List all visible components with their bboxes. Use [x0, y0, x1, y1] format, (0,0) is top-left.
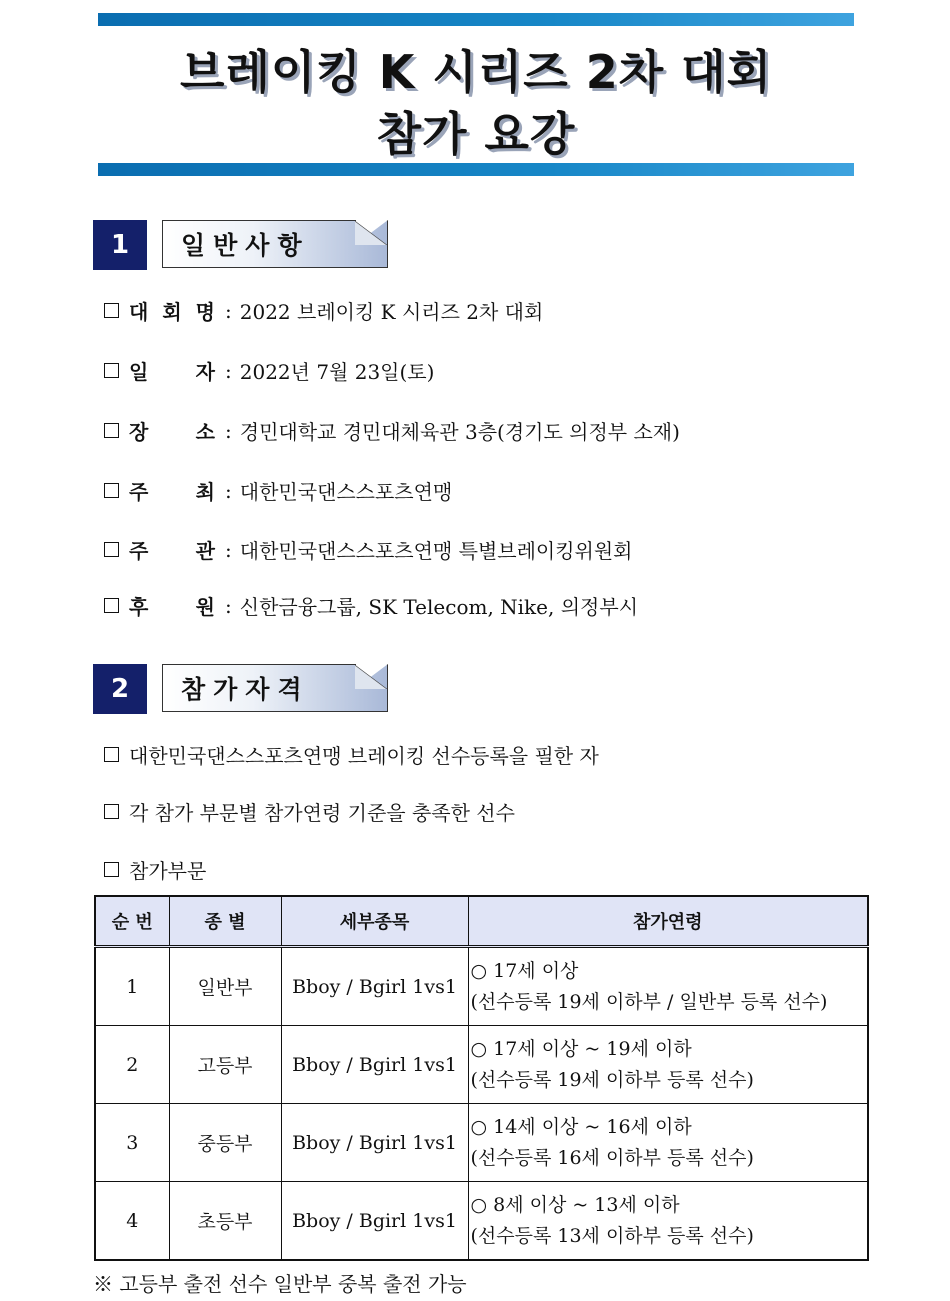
info-value: 경민대학교 경민대체육관 3층(경기도 의정부 소재) [239, 420, 680, 444]
cell-category: 중등부 [169, 1104, 281, 1182]
cell-age: ○ 14세 이상 ~ 16세 이하 (선수등록 16세 이하부 등록 선수) [468, 1104, 868, 1182]
cell-age: ○ 17세 이상 ~ 19세 이하 (선수등록 19세 이하부 등록 선수) [468, 1026, 868, 1104]
table-row [95, 1104, 868, 1182]
checkbox-icon [104, 542, 119, 557]
checkbox-icon [104, 862, 119, 877]
info-label: 주 관 [129, 539, 215, 563]
table-row [95, 947, 868, 1026]
col-header-event: 세부종목 [281, 896, 468, 947]
cell-event: Bboy / Bgirl 1vs1 [281, 1104, 468, 1182]
top-accent-bar [98, 13, 854, 26]
info-row-sponsor: 후 원 : 신한금융그룹, SK Telecom, Nike, 의정부시 [104, 591, 638, 620]
folded-corner-shade [355, 221, 387, 245]
section-1-label: 일반사항 [181, 231, 310, 260]
checkbox-icon [104, 804, 119, 819]
folded-corner-shade [355, 665, 387, 689]
info-row-organizer: 주 관 : 대한민국댄스스포츠연맹 특별브레이킹위원회 [104, 535, 633, 564]
cell-no: 1 [95, 947, 169, 1026]
table-row [95, 1026, 868, 1104]
checkbox-icon [104, 423, 119, 438]
info-label: 장 소 [129, 420, 215, 444]
info-value: 2022 브레이킹 K 시리즈 2차 대회 [239, 300, 544, 324]
col-header-category: 종 별 [169, 896, 281, 947]
info-label: 주 최 [129, 480, 215, 504]
cell-no: 2 [95, 1026, 169, 1104]
cell-category: 고등부 [169, 1026, 281, 1104]
page-title-line-2: 참가 요강 [376, 107, 576, 161]
info-row-date: 일 자 : 2022년 7월 23일(토) [104, 356, 434, 385]
cell-category: 초등부 [169, 1182, 281, 1261]
checkbox-icon [104, 747, 119, 762]
checkbox-icon [104, 363, 119, 378]
division-table [94, 895, 869, 1261]
section-1-number: 1 [93, 220, 147, 270]
checkbox-icon [104, 598, 119, 613]
table-row [95, 1182, 868, 1261]
col-header-no: 순 번 [95, 896, 169, 947]
checkbox-icon [104, 483, 119, 498]
info-value: 2022년 7월 23일(토) [239, 360, 435, 384]
info-row-event-name: 대 회 명 : 2022 브레이킹 K 시리즈 2차 대회 [104, 296, 543, 325]
info-label: 후 원 [129, 595, 215, 619]
info-value: 신한금융그룹, SK Telecom, Nike, 의정부시 [239, 595, 639, 619]
eligibility-item: 대한민국댄스스포츠연맹 브레이킹 선수등록을 필한 자 [104, 740, 599, 769]
info-value: 대한민국댄스스포츠연맹 [239, 480, 453, 504]
cell-event: Bboy / Bgirl 1vs1 [281, 1026, 468, 1104]
info-label: 일 자 [129, 360, 215, 384]
info-row-host: 주 최 : 대한민국댄스스포츠연맹 [104, 476, 452, 505]
page-title-line-1: 브레이킹 K 시리즈 2차 대회 [179, 45, 773, 99]
cell-age: ○ 17세 이상 (선수등록 19세 이하부 / 일반부 등록 선수) [468, 947, 868, 1026]
section-2-label: 참가자격 [181, 675, 310, 704]
section-2-heading [162, 664, 388, 712]
cell-no: 3 [95, 1104, 169, 1182]
col-header-age: 참가연령 [468, 896, 868, 947]
footnote: ※ 고등부 출전 선수 일반부 중복 출전 가능 [93, 1272, 467, 1296]
info-value: 대한민국댄스스포츠연맹 특별브레이킹위원회 [239, 539, 633, 563]
section-1-heading [162, 220, 388, 268]
section-2-number: 2 [93, 664, 147, 714]
eligibility-item: 참가부문 [104, 855, 206, 884]
eligibility-item: 각 참가 부문별 참가연령 기준을 충족한 선수 [104, 797, 515, 826]
cell-event: Bboy / Bgirl 1vs1 [281, 947, 468, 1026]
info-label: 대 회 명 [129, 300, 215, 324]
cell-age: ○ 8세 이상 ~ 13세 이하 (선수등록 13세 이하부 등록 선수) [468, 1182, 868, 1261]
cell-category: 일반부 [169, 947, 281, 1026]
checkbox-icon [104, 303, 119, 318]
info-row-venue: 장 소 : 경민대학교 경민대체육관 3층(경기도 의정부 소재) [104, 416, 680, 445]
cell-no: 4 [95, 1182, 169, 1261]
cell-event: Bboy / Bgirl 1vs1 [281, 1182, 468, 1261]
table-header-row [95, 896, 868, 947]
bottom-accent-bar [98, 163, 854, 176]
